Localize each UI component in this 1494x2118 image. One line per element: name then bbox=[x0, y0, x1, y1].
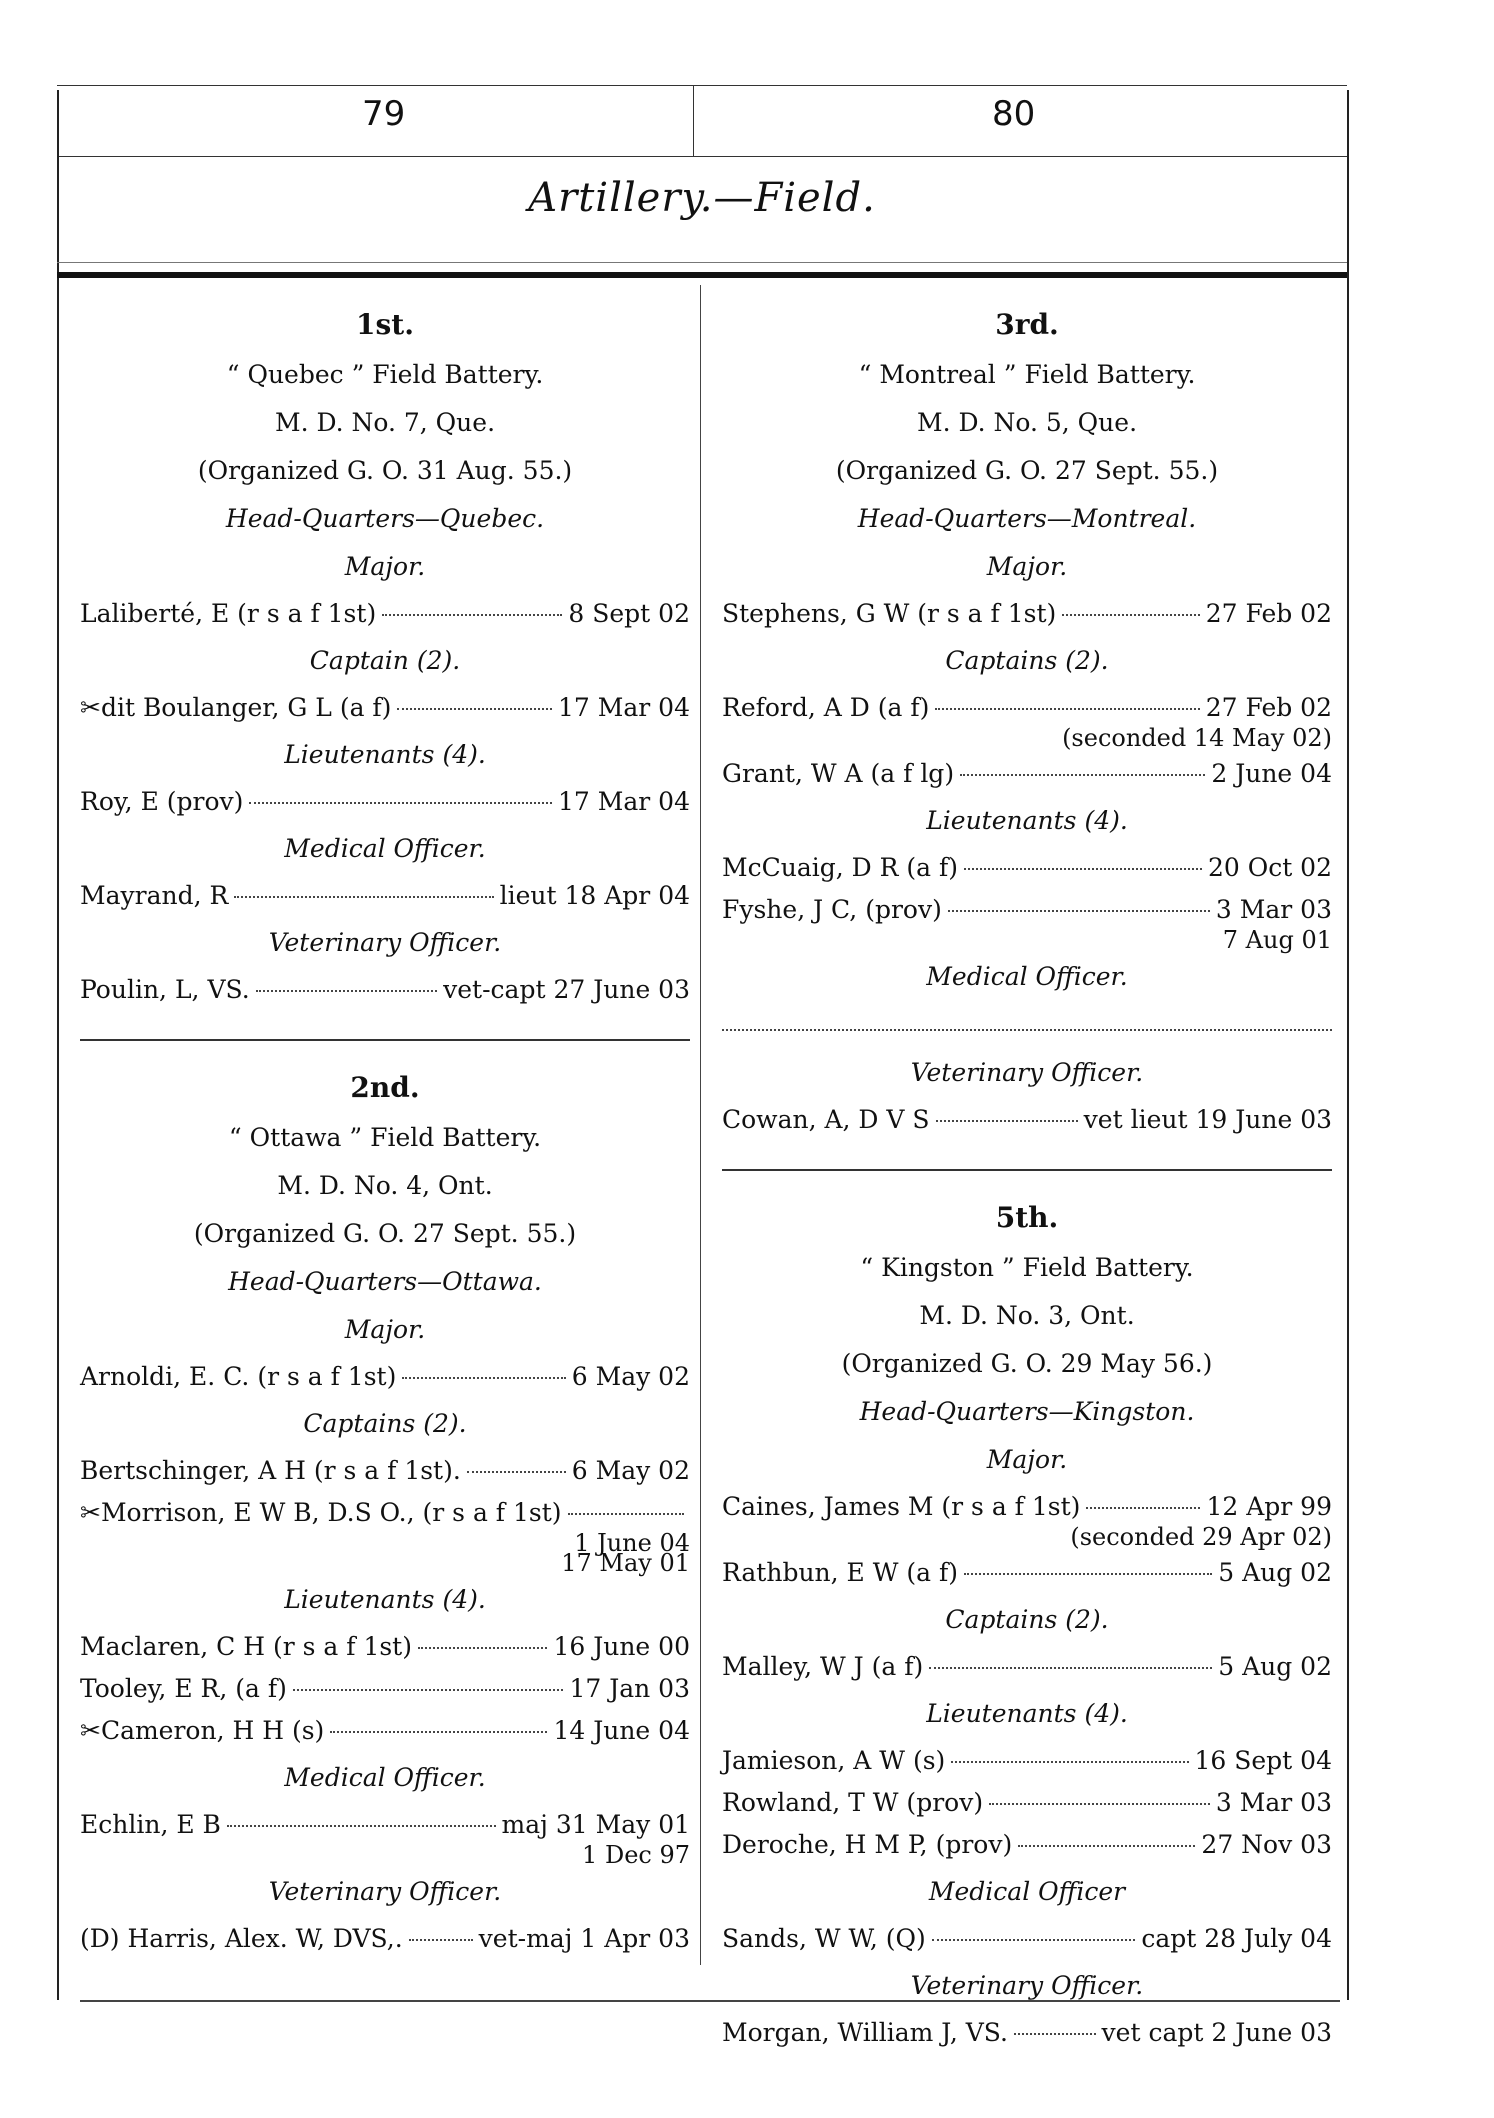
officer-name: Reford, A D (a f) bbox=[722, 693, 930, 722]
appointment-date: 17 Mar 04 bbox=[558, 787, 690, 816]
battery-block bbox=[722, 1201, 1332, 2052]
leader-dots bbox=[1018, 1845, 1195, 1847]
leader-dots bbox=[249, 802, 552, 804]
military-district: M. D. No. 7, Que. bbox=[274, 408, 496, 437]
organized-order: (Organized G. O. 31 Aug. 55.) bbox=[197, 456, 573, 485]
leader-dots bbox=[293, 1689, 564, 1691]
title-rule bbox=[57, 262, 1347, 263]
officer-name: Arnoldi, E. C. (r s a f 1st) bbox=[80, 1362, 397, 1391]
section-rule bbox=[80, 1039, 690, 1041]
appointment-date: lieut 18 Apr 04 bbox=[499, 881, 690, 910]
rank-heading: Major. bbox=[344, 552, 426, 581]
officer-row bbox=[722, 689, 1332, 727]
officer-row bbox=[80, 1452, 690, 1490]
organized-order: (Organized G. O. 27 Sept. 55.) bbox=[193, 1219, 577, 1248]
rank-heading: Captains (2). bbox=[303, 1409, 467, 1438]
officer-row bbox=[722, 849, 1332, 887]
leader-dots bbox=[932, 1939, 1136, 1941]
officer-name: Tooley, E R, (a f) bbox=[80, 1674, 287, 1703]
rank-heading: Veterinary Officer. bbox=[910, 1971, 1144, 2000]
head-quarters: Head-Quarters—Kingston. bbox=[859, 1397, 1195, 1426]
officer-row bbox=[80, 971, 690, 1009]
officer-name: Mayrand, R bbox=[80, 881, 229, 910]
left-column bbox=[80, 300, 690, 1988]
leader-dots bbox=[960, 774, 1205, 776]
officer-name: Laliberté, E (r s a f 1st) bbox=[80, 599, 377, 628]
officer-name: (D) Harris, Alex. W, DVS,. bbox=[80, 1924, 403, 1953]
officer-row bbox=[722, 2014, 1332, 2052]
organized-order: (Organized G. O. 27 Sept. 55.) bbox=[835, 456, 1219, 485]
officer-name: Poulin, L, VS. bbox=[80, 975, 250, 1004]
leader-dots bbox=[935, 708, 1199, 710]
section-rule bbox=[722, 1169, 1332, 1171]
officer-name: McCuaig, D R (a f) bbox=[722, 853, 958, 882]
leader-dots bbox=[227, 1825, 496, 1827]
leader-dots bbox=[1086, 1507, 1200, 1509]
appointment-date: 8 Sept 02 bbox=[568, 599, 690, 628]
officer-name: Stephens, G W (r s a f 1st) bbox=[722, 599, 1057, 628]
leader-dots bbox=[948, 910, 1210, 912]
rank-heading: Lieutenants (4). bbox=[284, 1585, 486, 1614]
appointment-date: 27 Feb 02 bbox=[1205, 693, 1332, 722]
appointment-date: 16 June 00 bbox=[553, 1632, 690, 1661]
officer-row bbox=[80, 595, 690, 633]
officer-name: ✂Cameron, H H (s) bbox=[80, 1716, 325, 1745]
rank-heading: Lieutenants (4). bbox=[926, 1699, 1128, 1728]
military-district: M. D. No. 4, Ont. bbox=[277, 1171, 493, 1200]
appointment-date: 5 Aug 02 bbox=[1218, 1652, 1332, 1681]
leader-dots bbox=[936, 1120, 1078, 1122]
officer-name: Rowland, T W (prov) bbox=[722, 1788, 984, 1817]
officer-row bbox=[722, 1101, 1332, 1139]
additional-date: 7 Aug 01 bbox=[1222, 926, 1332, 954]
rank-heading: Captains (2). bbox=[945, 1605, 1109, 1634]
leader-dots bbox=[234, 896, 493, 898]
officer-row bbox=[80, 1670, 690, 1708]
appointment-date: vet-capt 27 June 03 bbox=[443, 975, 690, 1004]
officer-row bbox=[80, 1358, 690, 1396]
right-column bbox=[722, 300, 1332, 2082]
page-title: Artillery.—Field. bbox=[528, 175, 876, 221]
leader-dots bbox=[256, 990, 437, 992]
military-district: M. D. No. 5, Que. bbox=[916, 408, 1138, 437]
head-quarters: Head-Quarters—Quebec. bbox=[225, 504, 545, 533]
leader-dots bbox=[568, 1513, 684, 1515]
officer-row bbox=[722, 1920, 1332, 1958]
battery-number: 1st. bbox=[356, 308, 414, 341]
officer-row bbox=[722, 1554, 1332, 1592]
battery-block bbox=[80, 308, 690, 1009]
battery-name: “ Quebec ” Field Battery. bbox=[226, 360, 544, 389]
appointment-date: 17 Mar 04 bbox=[558, 693, 690, 722]
additional-date: 1 Dec 97 bbox=[582, 1841, 690, 1869]
officer-row bbox=[722, 1488, 1332, 1526]
leader-dots bbox=[330, 1731, 547, 1733]
additional-date: 17 May 01 bbox=[561, 1549, 690, 1577]
leader-dots bbox=[951, 1761, 1188, 1763]
leader-dots bbox=[964, 868, 1202, 870]
officer-name: Echlin, E B bbox=[80, 1810, 221, 1839]
officer-row bbox=[80, 689, 690, 727]
officer-name: Bertschinger, A H (r s a f 1st). bbox=[80, 1456, 461, 1485]
officer-row bbox=[722, 595, 1332, 633]
officer-row bbox=[722, 1742, 1332, 1780]
officer-name: Fyshe, J C, (prov) bbox=[722, 895, 942, 924]
officer-row bbox=[722, 891, 1332, 929]
additional-date: (seconded 29 Apr 02) bbox=[1070, 1523, 1332, 1551]
appointment-date: 20 Oct 02 bbox=[1207, 853, 1332, 882]
officer-name: ✂Morrison, E W B, D.S O., (r s a f 1st) bbox=[80, 1498, 562, 1527]
page-number-right: 80 bbox=[992, 94, 1036, 134]
officer-name: Deroche, H M P, (prov) bbox=[722, 1830, 1013, 1859]
appointment-date: 3 Mar 03 bbox=[1215, 895, 1332, 924]
vacant-entry bbox=[722, 1009, 1332, 1031]
leader-dots bbox=[1014, 2033, 1096, 2035]
heavy-rule bbox=[57, 272, 1347, 278]
leader-dots bbox=[1062, 614, 1199, 616]
column-divider bbox=[700, 285, 701, 1965]
rank-heading: Major. bbox=[344, 1315, 426, 1344]
rank-heading: Medical Officer. bbox=[926, 962, 1128, 991]
leader-dots bbox=[989, 1803, 1210, 1805]
rank-heading: Major. bbox=[986, 1445, 1068, 1474]
officer-row bbox=[80, 1494, 690, 1532]
additional-date: (seconded 14 May 02) bbox=[1062, 724, 1332, 752]
rank-heading: Captains (2). bbox=[945, 646, 1109, 675]
officer-row bbox=[722, 1784, 1332, 1822]
leader-dots bbox=[929, 1667, 1212, 1669]
appointment-date: 16 Sept 04 bbox=[1194, 1746, 1332, 1775]
appointment-date: 14 June 04 bbox=[553, 1716, 690, 1745]
appointment-date: 2 June 04 bbox=[1211, 759, 1332, 788]
appointment-date: 3 Mar 03 bbox=[1215, 1788, 1332, 1817]
rank-heading: Veterinary Officer. bbox=[268, 1877, 502, 1906]
officer-row bbox=[722, 1648, 1332, 1686]
rank-heading: Lieutenants (4). bbox=[926, 806, 1128, 835]
officer-row bbox=[722, 755, 1332, 793]
military-district: M. D. No. 3, Ont. bbox=[919, 1301, 1135, 1330]
leader-dots bbox=[409, 1939, 473, 1941]
battery-number: 2nd. bbox=[350, 1071, 420, 1104]
leader-dots bbox=[382, 614, 562, 616]
officer-name: Rathbun, E W (a f) bbox=[722, 1558, 958, 1587]
officer-row bbox=[80, 1920, 690, 1958]
battery-block bbox=[80, 1071, 690, 1958]
officer-name: Sands, W W, (Q) bbox=[722, 1924, 926, 1953]
battery-name: “ Kingston ” Field Battery. bbox=[860, 1253, 1194, 1282]
officer-name: Grant, W A (a f lg) bbox=[722, 759, 955, 788]
officer-name: Maclaren, C H (r s a f 1st) bbox=[80, 1632, 412, 1661]
appointment-date: 6 May 02 bbox=[571, 1362, 690, 1391]
battery-name: “ Ottawa ” Field Battery. bbox=[228, 1123, 542, 1152]
appointment-date: vet lieut 19 June 03 bbox=[1083, 1105, 1332, 1134]
appointment-date: 17 Jan 03 bbox=[569, 1674, 690, 1703]
officer-row bbox=[80, 1806, 690, 1844]
bottom-rule bbox=[80, 2000, 1340, 2002]
officer-name: Caines, James M (r s a f 1st) bbox=[722, 1492, 1081, 1521]
officer-name: Roy, E (prov) bbox=[80, 787, 244, 816]
officer-name: Jamieson, A W (s) bbox=[722, 1746, 946, 1775]
battery-number: 3rd. bbox=[995, 308, 1059, 341]
officer-name: Morgan, William J, VS. bbox=[722, 2018, 1008, 2047]
officer-row bbox=[80, 783, 690, 821]
head-quarters: Head-Quarters—Ottawa. bbox=[228, 1267, 542, 1296]
officer-name: Malley, W J (a f) bbox=[722, 1652, 924, 1681]
appointment-date: 12 Apr 99 bbox=[1206, 1492, 1332, 1521]
rank-heading: Veterinary Officer. bbox=[910, 1058, 1144, 1087]
officer-row bbox=[80, 1628, 690, 1666]
appointment-date: 27 Feb 02 bbox=[1205, 599, 1332, 628]
rank-heading: Medical Officer. bbox=[284, 1763, 486, 1792]
officer-name: ✂dit Boulanger, G L (a f) bbox=[80, 693, 392, 722]
page-number-left: 79 bbox=[362, 94, 406, 134]
appointment-date: capt 28 July 04 bbox=[1141, 1924, 1332, 1953]
officer-row bbox=[80, 877, 690, 915]
appointment-date: vet capt 2 June 03 bbox=[1101, 2018, 1332, 2047]
leader-dots bbox=[467, 1471, 566, 1473]
head-quarters: Head-Quarters—Montreal. bbox=[857, 504, 1197, 533]
battery-number: 5th. bbox=[995, 1201, 1059, 1234]
appointment-date: 5 Aug 02 bbox=[1218, 1558, 1332, 1587]
rank-heading: Veterinary Officer. bbox=[268, 928, 502, 957]
rank-heading: Captain (2). bbox=[309, 646, 461, 675]
leader-dots bbox=[397, 708, 552, 710]
additional-date: 1 June 04 bbox=[574, 1529, 690, 1557]
leader-dots bbox=[418, 1647, 547, 1649]
rank-heading: Major. bbox=[986, 552, 1068, 581]
officer-row bbox=[722, 1826, 1332, 1864]
leader-dots bbox=[402, 1377, 565, 1379]
appointment-date: 27 Nov 03 bbox=[1201, 1830, 1332, 1859]
officer-name: Cowan, A, D V S bbox=[722, 1105, 930, 1134]
officer-row bbox=[80, 1712, 690, 1750]
rank-heading: Medical Officer. bbox=[284, 834, 486, 863]
appointment-date: 6 May 02 bbox=[571, 1456, 690, 1485]
appointment-date: vet-maj 1 Apr 03 bbox=[478, 1924, 690, 1953]
rank-heading: Lieutenants (4). bbox=[284, 740, 486, 769]
leader-dots bbox=[964, 1573, 1212, 1575]
rank-heading: Medical Officer bbox=[928, 1877, 1126, 1906]
battery-block bbox=[722, 308, 1332, 1139]
organized-order: (Organized G. O. 29 May 56.) bbox=[841, 1349, 1213, 1378]
battery-name: “ Montreal ” Field Battery. bbox=[858, 360, 1196, 389]
appointment-date: maj 31 May 01 bbox=[501, 1810, 690, 1839]
